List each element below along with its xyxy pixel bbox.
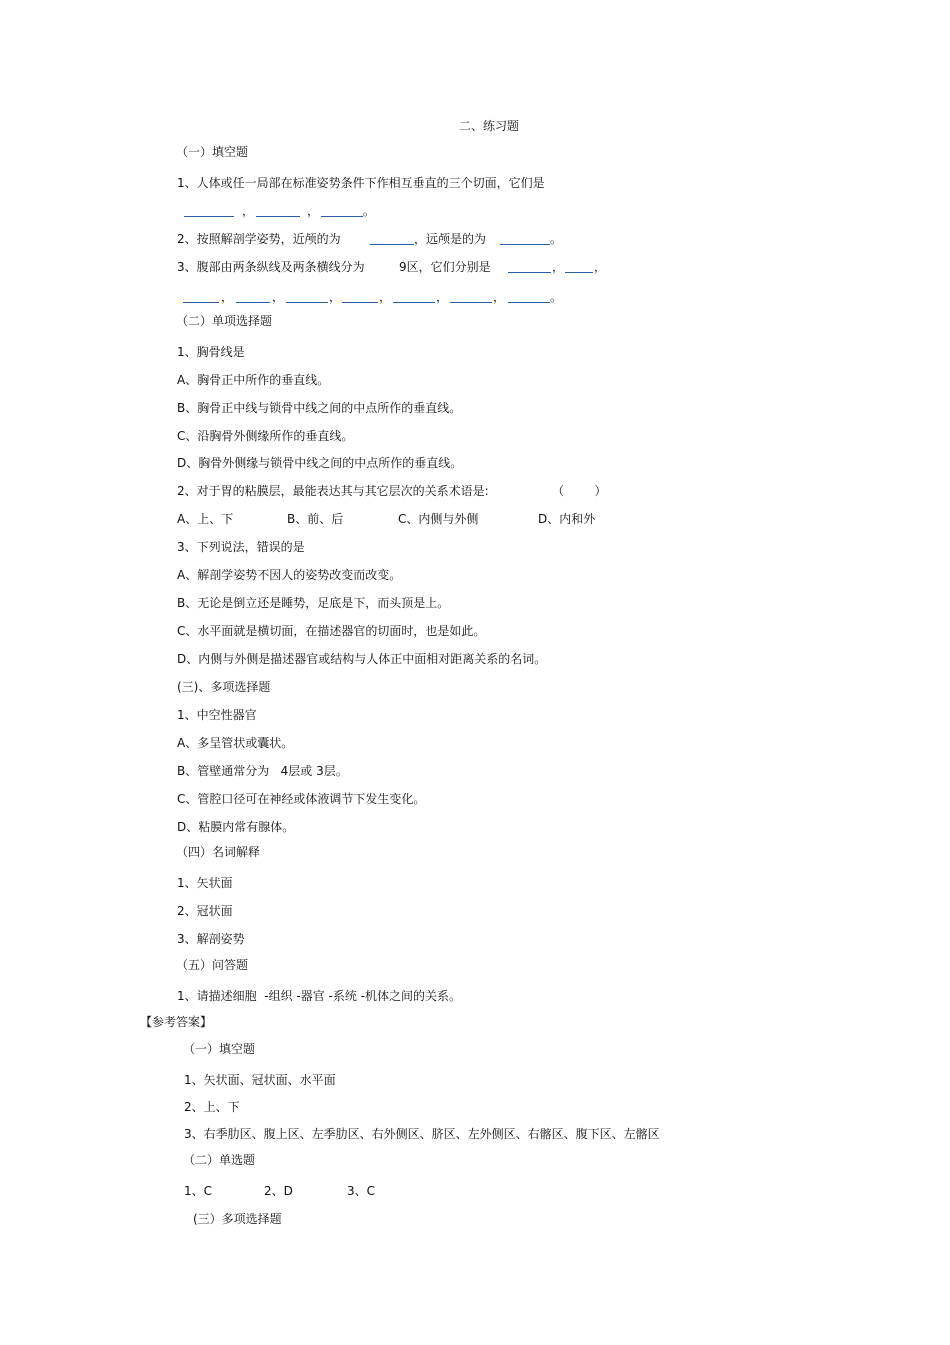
term-item: 2、冠状面 xyxy=(177,904,233,918)
punctuation: ， xyxy=(493,290,506,304)
fill-question-2: 2、按照解剖学姿势，近颅的为 xyxy=(177,232,341,246)
answer-blank xyxy=(236,302,270,303)
option-d: D、内侧与外侧是描述器官或结构与人体正中面相对距离关系的名词。 xyxy=(177,652,547,666)
answer-blank xyxy=(450,302,492,303)
question-stem: 1、胸骨线是 xyxy=(177,345,245,359)
punctuation: ， xyxy=(242,204,255,218)
answer-blank xyxy=(342,302,378,303)
answer-line: 3、右季肋区、腹上区、左季肋区、右外侧区、脐区、左外侧区、右髂区、腹下区、左髂区 xyxy=(184,1127,660,1141)
option-b: B、管壁通常分为 4层或 3层。 xyxy=(177,764,348,778)
answer-blank xyxy=(286,302,328,303)
fill-question-1: 1、人体或任一局部在标准姿势条件下作相互垂直的三个切面，它们是 xyxy=(177,176,545,190)
option-d: D、粘膜内常有腺体。 xyxy=(177,820,295,834)
punctuation: ， xyxy=(436,290,449,304)
punctuation: ， xyxy=(307,204,320,218)
punctuation: ， xyxy=(379,290,392,304)
punctuation: 。 xyxy=(550,290,563,304)
answer-blank xyxy=(184,216,234,217)
answer-item: 2、D xyxy=(264,1184,293,1198)
page-title: 二、练习题 xyxy=(459,119,520,133)
punctuation: ， xyxy=(221,290,234,304)
punctuation: 。 xyxy=(363,204,376,218)
fill-question-2-mid: ，远颅是的为 xyxy=(414,232,487,246)
answer-blank xyxy=(370,244,414,245)
punctuation: ， xyxy=(552,260,565,274)
answer-blank xyxy=(508,302,550,303)
fill-question-3-count: 9区，它们分别是 xyxy=(399,260,491,274)
option-a: A、胸骨正中所作的垂直线。 xyxy=(177,373,330,387)
answer-line: 2、上、下 xyxy=(184,1100,240,1114)
answer-item: 3、C xyxy=(347,1184,376,1198)
qa-question: 1、请描述细胞 -组织 -器官 -系统 -机体之间的关系。 xyxy=(177,989,462,1003)
question-stem: 1、中空性器官 xyxy=(177,708,257,722)
answer-blank xyxy=(321,216,363,217)
answer-line: 1、矢状面、冠状面、水平面 xyxy=(184,1073,336,1087)
answer-blank xyxy=(256,216,300,217)
section-heading-qa: （五）问答题 xyxy=(176,958,249,972)
answer-blank xyxy=(565,272,593,273)
punctuation: ， xyxy=(594,260,607,274)
question-stem: 3、下列说法，错误的是 xyxy=(177,540,305,554)
term-item: 3、解剖姿势 xyxy=(177,932,245,946)
option-c: C、水平面就是横切面，在描述器官的切面时，也是如此。 xyxy=(177,624,486,638)
question-stem: 2、对于胃的粘膜层，最能表达其与其它层次的关系术语是: xyxy=(177,484,489,498)
option-d: D、内和外 xyxy=(538,512,596,526)
answer-blank xyxy=(508,272,551,273)
option-b: B、无论是倒立还是睡势，足底是下，而头顶是上。 xyxy=(177,596,450,610)
section-heading-fill-in: （一）填空题 xyxy=(176,145,249,159)
answer-blank xyxy=(183,302,219,303)
answers-heading: 【参考答案】 xyxy=(140,1015,213,1029)
answer-item: 1、C xyxy=(184,1184,213,1198)
option-d: D、胸骨外侧缘与锁骨中线之间的中点所作的垂直线。 xyxy=(177,456,463,470)
term-item: 1、矢状面 xyxy=(177,876,233,890)
option-c: C、沿胸骨外侧缘所作的垂直线。 xyxy=(177,429,354,443)
option-b: B、前、后 xyxy=(287,512,344,526)
answers-multi-heading: (三）多项选择题 xyxy=(193,1212,282,1226)
section-heading-single-choice: （二）单项选择题 xyxy=(176,314,273,328)
option-a: A、上、下 xyxy=(177,512,234,526)
section-heading-terms: （四）名词解释 xyxy=(176,845,261,859)
answer-blank xyxy=(393,302,435,303)
option-a: A、解剖学姿势不因人的姿势改变而改变。 xyxy=(177,568,402,582)
punctuation: ， xyxy=(329,290,342,304)
option-c: C、内侧与外侧 xyxy=(398,512,479,526)
option-a: A、多呈管状或囊状。 xyxy=(177,736,294,750)
punctuation: 。 xyxy=(550,232,563,246)
answer-blank xyxy=(500,244,550,245)
fill-question-3: 3、腹部由两条纵线及两条横线分为 xyxy=(177,260,365,274)
section-heading-multi-choice: (三)、多项选择题 xyxy=(177,680,271,694)
answers-single-heading: （二）单选题 xyxy=(183,1153,256,1167)
option-b: B、胸骨正中线与锁骨中线之间的中点所作的垂直线。 xyxy=(177,401,462,415)
answer-parenthesis: （ ） xyxy=(552,484,607,498)
punctuation: ， xyxy=(272,290,285,304)
answers-fill-heading: （一）填空题 xyxy=(183,1042,256,1056)
option-c: C、管腔口径可在神经或体液调节下发生变化。 xyxy=(177,792,426,806)
